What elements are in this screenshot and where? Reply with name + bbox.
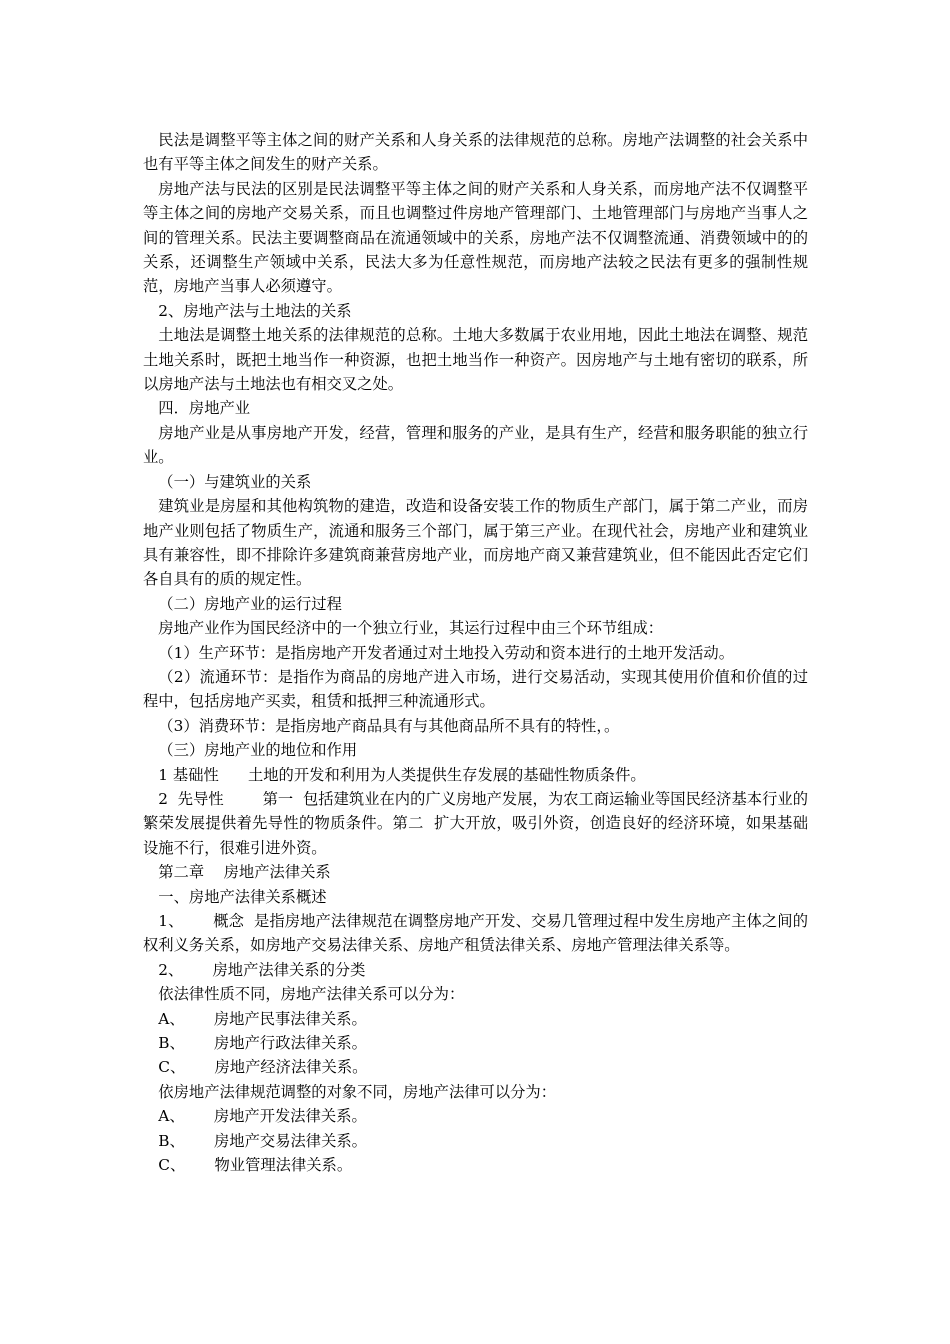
list-item-b-transaction: B、 房地产交易法律关系。 xyxy=(158,1131,367,1150)
list-item-leading: 2 先导性 第一 包括建筑业在内的广义房地产发展，为农工商运输业等国民经济基本行业的繁荣发展提供着先导性的物质条件。第二 扩大开放，吸引外资，创造良好的经济环境，如果基础设施不行，很难引进外资。 xyxy=(143,789,808,857)
heading-classification: 2、 房地产法律关系的分类 xyxy=(158,960,366,979)
paragraph-civil-law-definition: 民法是调整平等主体之间的财产关系和人身关系的法律规范的总称。房地产法调整的社会关系中也有平等主体之间发生的财产关系。 xyxy=(143,131,808,174)
list-item-c-economic: C、 房地产经济法律关系。 xyxy=(158,1058,368,1077)
heading-status-role: （三）房地产业的地位和作用 xyxy=(158,741,358,760)
paragraph-construction: 建筑业是房屋和其他构筑物的建造，改造和设备安装工作的物质生产部门，属于第二产业，而房地产业则包括了物质生产，流通和服务三个部门，属于第三产业。在现代社会，房地产业和建筑业具有兼容性，即不排除许多建筑商兼营房地产业，而房地产商又兼营建筑业，但不能因此否定它们各自具有的质的规定性。 xyxy=(143,497,808,589)
paragraph-operation-process: 房地产业作为国民经济中的一个独立行业，其运行过程中由三个环节组成： xyxy=(158,619,664,638)
heading-construction-relation: （一）与建筑业的关系 xyxy=(158,472,312,491)
heading-overview: 一、房地产法律关系概述 xyxy=(158,887,327,906)
paragraph-civil-law-difference: 房地产法与民法的区别是民法调整平等主体之间的财产关系和人身关系，而房地产法不仅调整平等主体之间的房地产交易关系，而且也调整过件房地产管理部门、土地管理部门与房地产当事人之间的管理关系。民法主要调整商品在流通领域中的关系，房地产法不仅调整流通、消费领域中的的关系，还调整生产领域中关系，民法大多为任意性规范，而房地产法较之民法有更多的强制性规范，房地产当事人必须遵守。 xyxy=(143,179,808,296)
paragraph-by-nature: 依法律性质不同，房地产法律关系可以分为： xyxy=(158,985,465,1004)
heading-real-estate-industry: 四．房地产业 xyxy=(158,399,251,418)
list-item-circulation: （2）流通环节：是指作为商品的房地产进入市场，进行交易活动，实现其使用价值和价值的过程中，包括房地产买卖，租赁和抵押三种流通形式。 xyxy=(143,667,808,711)
chapter-title: 第二章 房地产法律关系 xyxy=(158,863,331,882)
paragraph-by-object: 依房地产法律规范调整的对象不同，房地产法律可以分为： xyxy=(158,1082,557,1101)
paragraph-land-law: 土地法是调整土地关系的法律规范的总称。土地大多数属于农业用地，因此土地法在调整、规范土地关系时，既把土地当作一种资源，也把土地当作一种资产。因房地产与土地有密切的联系，所以房地产法与土地法也有相交叉之处。 xyxy=(143,326,808,394)
list-item-consumption: （3）消费环节：是指房地产商品具有与其他商品所不具有的特性，。 xyxy=(158,716,620,735)
heading-land-law-relation: 2、房地产法与土地法的关系 xyxy=(158,301,352,320)
document-body xyxy=(143,128,808,1177)
list-item-a-development: A、 房地产开发法律关系。 xyxy=(158,1107,367,1126)
heading-operation-process: （二）房地产业的运行过程 xyxy=(158,594,342,613)
paragraph-real-estate-industry: 房地产业是从事房地产开发，经营，管理和服务的产业，是具有生产，经营和服务职能的独立行业。 xyxy=(143,423,808,467)
list-item-b-administrative: B、 房地产行政法律关系。 xyxy=(158,1034,367,1053)
list-item-c-property-management: C、 物业管理法律关系。 xyxy=(158,1156,353,1175)
list-item-basic: 1 基础性 土地的开发和利用为人类提供生存发展的基础性物质条件。 xyxy=(158,765,646,784)
paragraph-concept: 1、 概念 是指房地产法律规范在调整房地产开发、交易几管理过程中发生房地产主体之间的权利义务关系，如房地产交易法律关系、房地产租赁法律关系、房地产管理法律关系等。 xyxy=(143,912,808,955)
list-item-production: （1）生产环节：是指房地产开发者通过对土地投入劳动和资本进行的土地开发活动。 xyxy=(158,643,735,662)
list-item-a-civil: A、 房地产民事法律关系。 xyxy=(158,1009,367,1028)
